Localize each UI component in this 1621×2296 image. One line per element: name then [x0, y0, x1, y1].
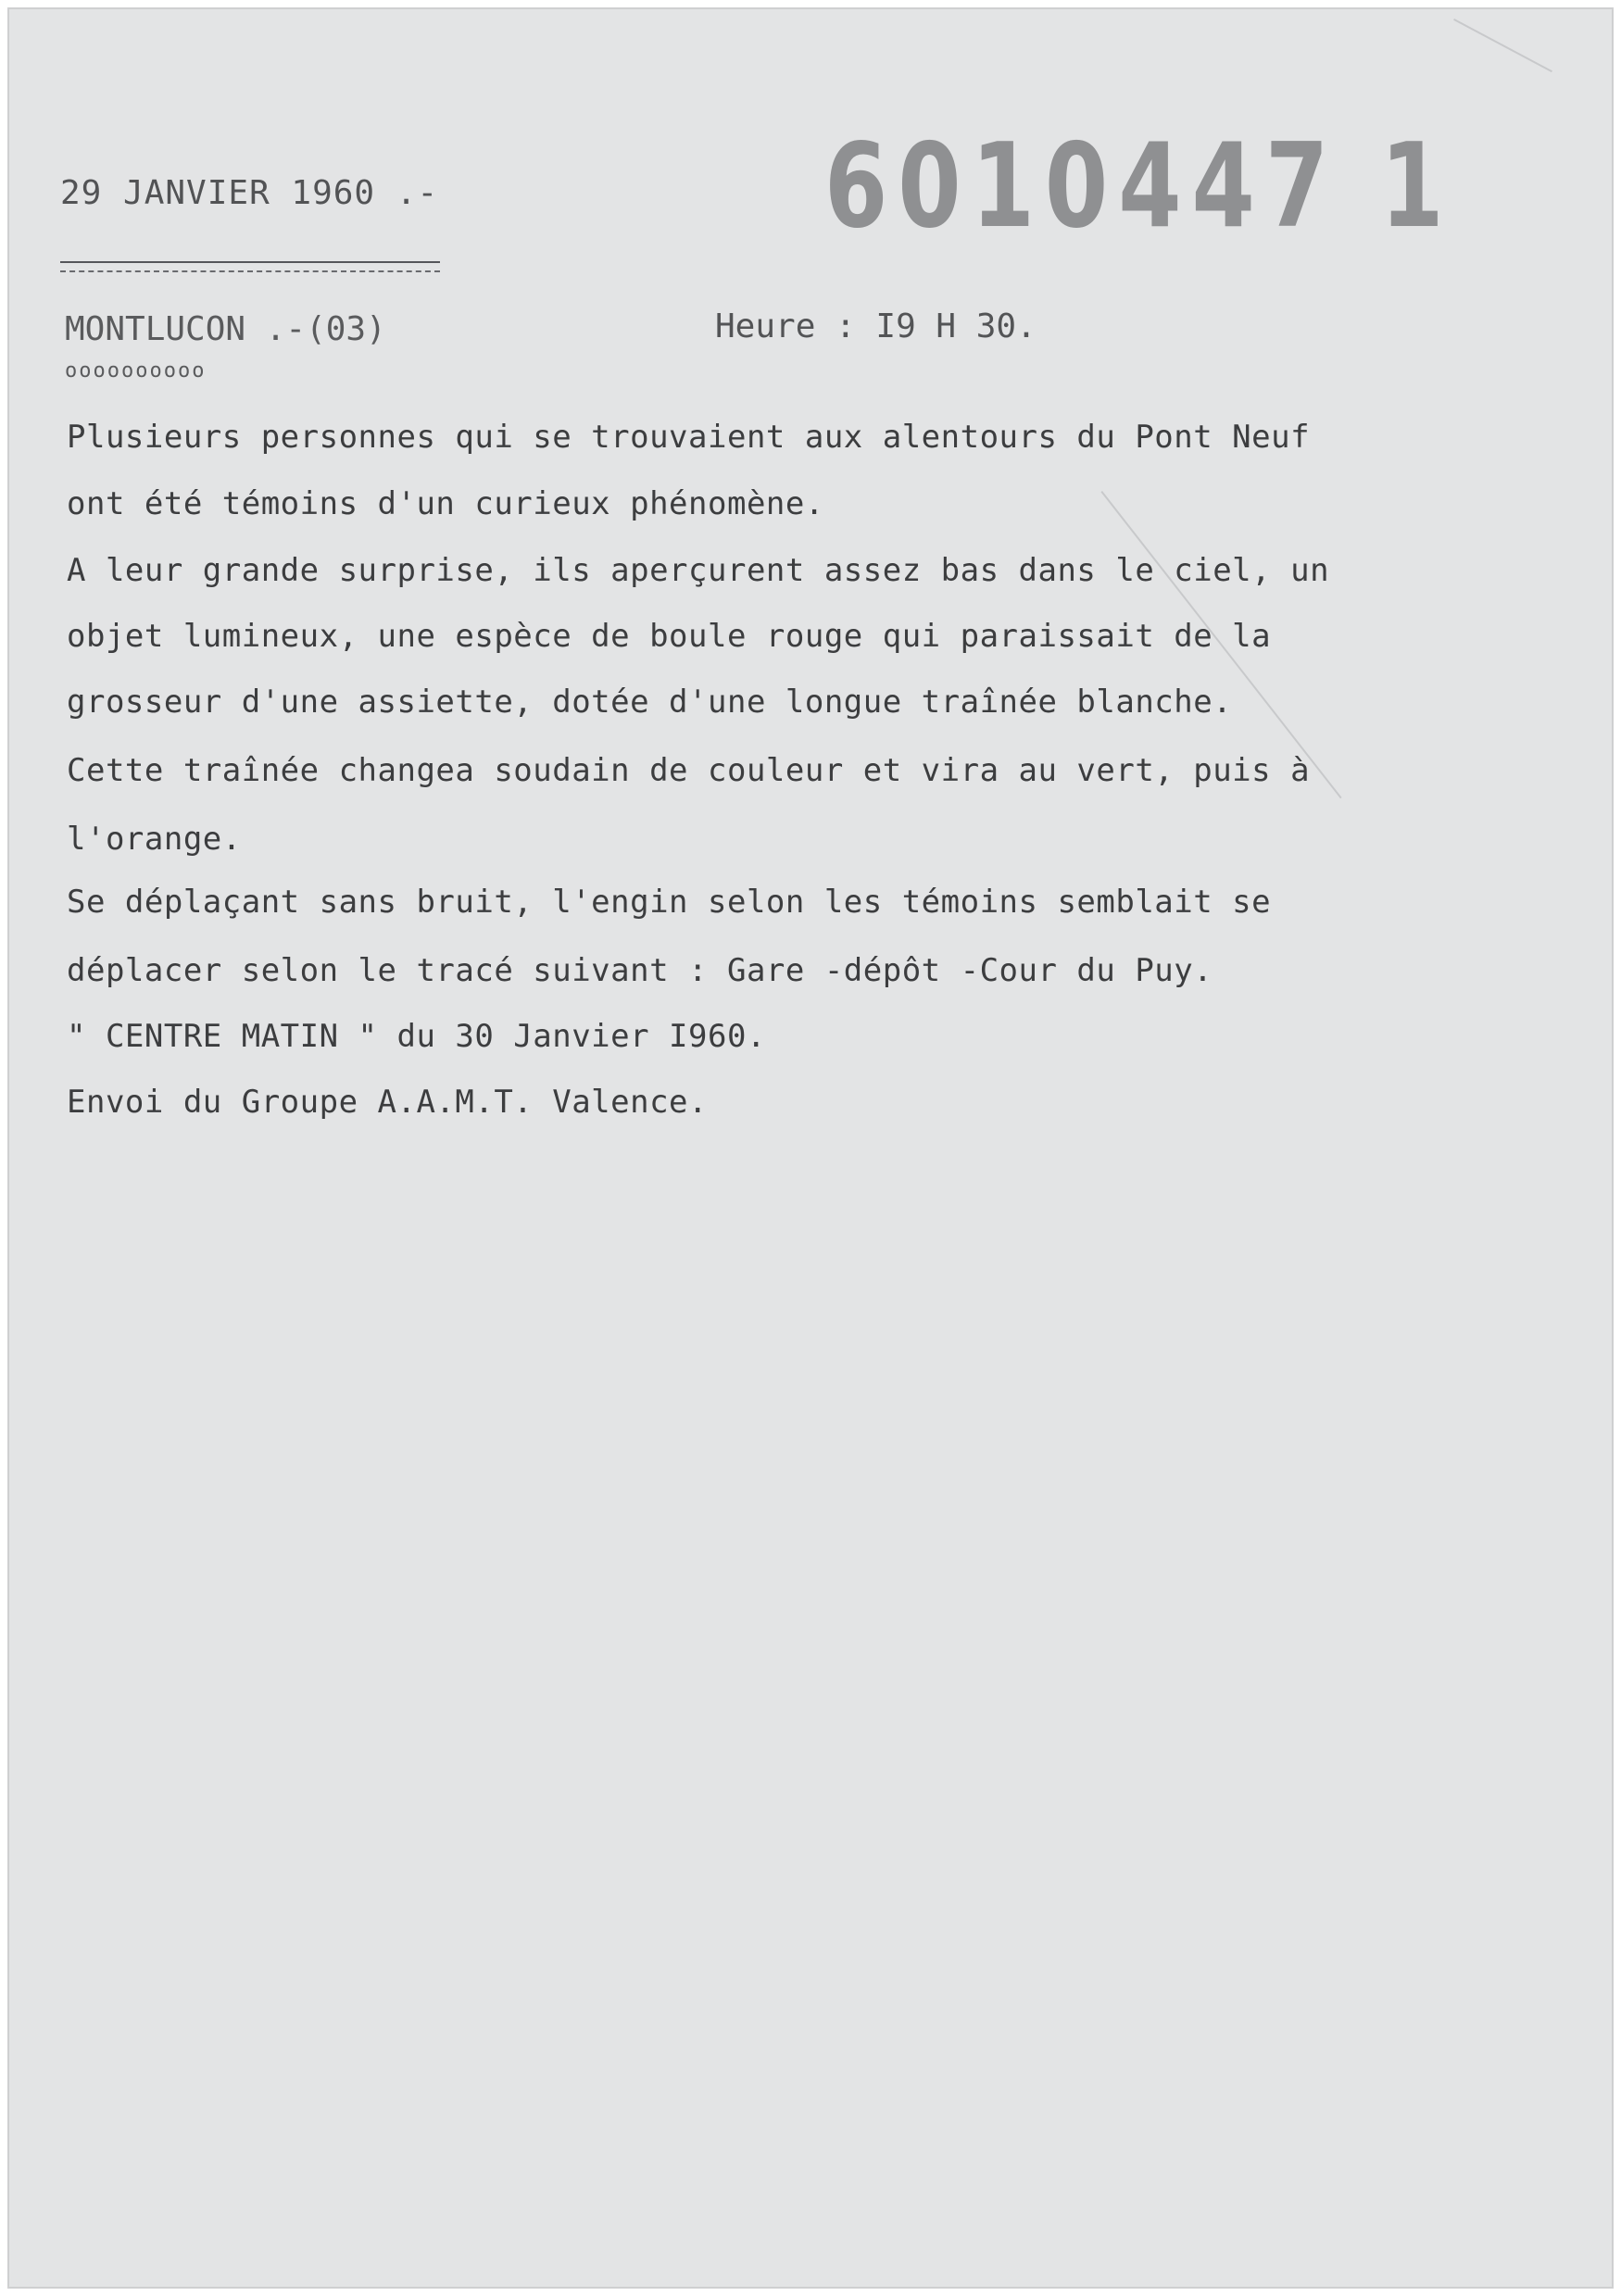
body-line: grosseur d'une assiette, dotée d'une longue traînée blanche.	[67, 684, 1233, 721]
document-number-stamp: 6010447 1	[824, 118, 1454, 254]
body-line: A leur grande surprise, ils aperçurent assez bas dans le ciel, un	[67, 552, 1330, 589]
paper-crease	[1453, 19, 1552, 72]
source-citation: " CENTRE MATIN " du 30 Janvier I960.	[67, 1018, 766, 1055]
sender-note: Envoi du Groupe A.A.M.T. Valence.	[67, 1084, 709, 1121]
time-label: Heure : I9 H 30.	[715, 307, 1037, 345]
body-line: Plusieurs personnes qui se trouvaient aux alentours du Pont Neuf	[67, 419, 1311, 456]
body-line: Cette traînée changea soudain de couleur et vira au vert, puis à	[67, 752, 1311, 789]
body-line: l'orange.	[67, 821, 242, 858]
location-heading: MONTLUCON .-(03)	[65, 310, 386, 348]
body-line: Se déplaçant sans bruit, l'engin selon les témoins semblait se	[67, 884, 1272, 921]
document-date: 29 JANVIER 1960 .-	[60, 174, 439, 212]
body-line: objet lumineux, une espèce de boule rouge qui paraissait de la	[67, 618, 1272, 655]
body-line: ont été témoins d'un curieux phénomène.	[67, 485, 824, 522]
document-sheet	[7, 7, 1614, 2289]
body-line: déplacer selon le tracé suivant : Gare -dépôt -Cour du Puy.	[67, 952, 1213, 989]
date-underline-dashed	[60, 270, 440, 272]
date-underline	[60, 261, 440, 263]
location-underline-circles: oooooooooo	[65, 359, 207, 383]
